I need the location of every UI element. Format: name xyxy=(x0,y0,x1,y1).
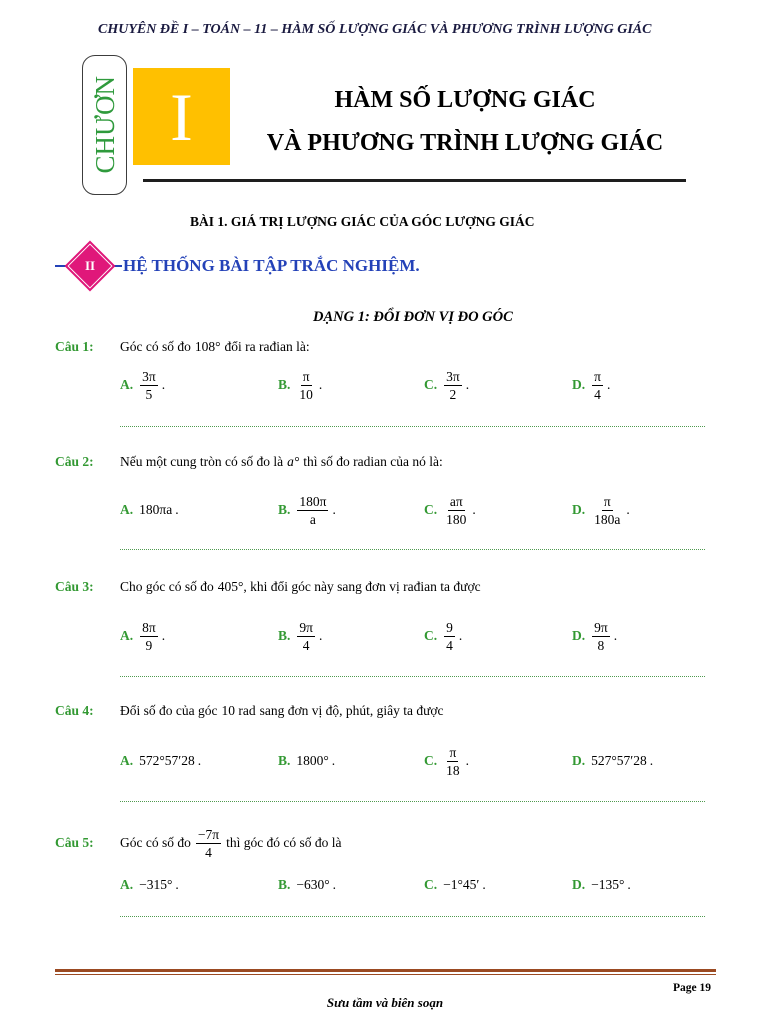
option-value: 572°57′28 xyxy=(139,753,195,768)
question-text: Góc có số đo xyxy=(120,835,191,850)
option-value: −630° xyxy=(296,877,330,892)
answer-dotted-line xyxy=(120,801,705,802)
numerator: π xyxy=(449,744,457,760)
option-suffix: . xyxy=(482,877,486,892)
option-label: A. xyxy=(120,628,134,643)
denominator: 9 xyxy=(145,637,153,653)
denominator: 4 xyxy=(594,386,601,402)
denominator: a xyxy=(309,511,316,527)
option-label: A. xyxy=(120,753,134,768)
denominator: 180a xyxy=(594,511,621,527)
numerator: 8π xyxy=(142,619,156,635)
option-suffix: . xyxy=(649,753,654,768)
option-suffix: . xyxy=(332,877,337,892)
option-label: B. xyxy=(278,753,291,768)
option-suffix: . xyxy=(161,628,166,643)
fraction xyxy=(140,369,158,402)
option-value: −135° xyxy=(591,877,625,892)
numerator: 9π xyxy=(594,619,608,635)
question-text: sang đơn vị độ, phút, giây ta được xyxy=(259,703,444,718)
option-suffix: . xyxy=(331,753,336,768)
answer-dotted-line xyxy=(120,549,705,550)
title-rule xyxy=(143,179,686,182)
option-label: B. xyxy=(278,628,291,643)
option-suffix: . xyxy=(318,377,323,392)
option-label: A. xyxy=(120,502,134,517)
q2-option-b xyxy=(278,490,336,530)
option-value: 527°57′28 xyxy=(591,753,647,768)
option-label: D. xyxy=(572,502,586,517)
option-suffix: . xyxy=(318,628,323,643)
q3-option-a xyxy=(120,616,165,656)
fraction xyxy=(592,494,622,527)
question-label: Câu 2: xyxy=(55,454,94,469)
option-label: D. xyxy=(572,628,586,643)
question-2 xyxy=(55,444,443,480)
q3-option-b xyxy=(278,616,322,656)
question-label: Câu 1: xyxy=(55,339,94,354)
question-text: , khi đổi góc này sang đơn vị rađian ta được xyxy=(243,579,481,594)
option-label: D. xyxy=(572,753,586,768)
denominator: 18 xyxy=(446,762,460,778)
question-math: a° xyxy=(287,454,300,469)
q5-option-d xyxy=(572,865,631,905)
q5-option-c xyxy=(424,865,486,905)
question-2-options xyxy=(0,490,768,530)
numerator: π xyxy=(302,368,310,384)
question-5-options xyxy=(0,865,768,905)
running-title: CHUYÊN ĐỀ I – TOÁN – 11 – HÀM SỐ LƯỢNG GIÁC VÀ PHƯƠNG TRÌNH LƯỢNG GIÁC xyxy=(98,22,652,37)
numerator: π xyxy=(594,368,601,384)
option-suffix: . xyxy=(465,753,469,768)
answer-dotted-line xyxy=(120,676,705,677)
option-value: 1800° xyxy=(296,753,329,768)
chapter-badge xyxy=(82,55,127,195)
fraction xyxy=(140,620,158,653)
q2-option-a xyxy=(120,490,179,530)
page-number: Page 19 xyxy=(673,982,712,994)
option-value: 180πa xyxy=(139,502,173,517)
numerator: 3π xyxy=(142,368,156,384)
option-label: B. xyxy=(278,877,291,892)
q4-option-b xyxy=(278,741,335,781)
fraction xyxy=(196,827,221,860)
question-text: Đổi số đo của góc xyxy=(120,703,218,718)
option-suffix: . xyxy=(332,502,336,517)
question-label: Câu 3: xyxy=(55,579,94,594)
question-label: Câu 4: xyxy=(55,703,94,718)
fraction xyxy=(297,494,328,527)
option-label: C. xyxy=(424,377,438,392)
fraction xyxy=(592,369,603,402)
numerator: aπ xyxy=(449,493,463,509)
denominator: 10 xyxy=(299,386,313,402)
question-text: Nếu một cung tròn có số đo là xyxy=(120,454,284,469)
question-4 xyxy=(55,693,444,729)
option-label: D. xyxy=(572,377,586,392)
question-text: Góc có số đo xyxy=(120,339,191,354)
question-1 xyxy=(55,329,310,365)
option-label: D. xyxy=(572,877,586,892)
option-suffix: . xyxy=(161,377,166,392)
numerator: 9π xyxy=(299,619,313,635)
option-suffix: . xyxy=(627,877,631,892)
denominator: 4 xyxy=(205,844,212,860)
option-suffix: . xyxy=(472,502,476,517)
option-suffix: . xyxy=(613,628,618,643)
answer-dotted-line xyxy=(120,916,705,917)
q1-option-b xyxy=(278,365,322,405)
option-value: −1°45′ xyxy=(443,877,480,892)
option-label: C. xyxy=(424,628,438,643)
denominator: 5 xyxy=(145,386,153,402)
fraction xyxy=(444,745,462,778)
option-suffix: . xyxy=(626,502,630,517)
option-suffix: . xyxy=(175,877,179,892)
q1-option-c xyxy=(424,365,469,405)
question-text: Cho góc có số đo xyxy=(120,579,214,594)
q4-option-a xyxy=(120,741,201,781)
fraction xyxy=(444,620,455,653)
option-label: C. xyxy=(424,877,438,892)
fraction xyxy=(592,620,610,653)
chapter-title-line-2: VÀ PHƯƠNG TRÌNH LƯỢNG GIÁC xyxy=(266,130,664,156)
question-4-options xyxy=(0,741,768,781)
q1-option-a xyxy=(120,365,165,405)
chapter-title-line-1: HÀM SỐ LƯỢNG GIÁC xyxy=(334,87,596,113)
chapter-number: I xyxy=(170,78,193,155)
option-suffix: . xyxy=(197,753,202,768)
exercise-type-title: DẠNG 1: ĐỔI ĐƠN VỊ ĐO GÓC xyxy=(313,309,513,325)
numerator: −7π xyxy=(197,826,220,842)
q5-option-a xyxy=(120,865,179,905)
question-label: Câu 5: xyxy=(55,835,94,850)
option-suffix: . xyxy=(465,377,470,392)
option-label: B. xyxy=(278,377,291,392)
question-math: 405° xyxy=(217,579,244,594)
option-label: A. xyxy=(120,877,134,892)
numerator: π xyxy=(603,493,611,509)
fraction xyxy=(297,369,315,402)
denominator: 180 xyxy=(446,511,467,527)
q3-option-c xyxy=(424,616,462,656)
option-label: B. xyxy=(278,502,291,517)
denominator: 8 xyxy=(597,637,605,653)
question-1-options xyxy=(0,365,768,405)
option-suffix: . xyxy=(175,502,179,517)
denominator: 2 xyxy=(449,386,457,402)
lesson-title: BÀI 1. GIÁ TRỊ LƯỢNG GIÁC CỦA GÓC LƯỢNG GIÁC xyxy=(190,214,535,229)
option-suffix: . xyxy=(606,377,611,392)
question-3-options xyxy=(0,616,768,656)
question-5 xyxy=(55,825,342,861)
question-math: 10 rad xyxy=(221,703,256,718)
q1-option-d xyxy=(572,365,610,405)
footer-credit: Sưu tầm và biên soạn xyxy=(326,995,444,1010)
numerator: 9 xyxy=(446,619,453,635)
footer-rule xyxy=(55,969,716,975)
q5-option-b xyxy=(278,865,336,905)
section-title: HỆ THỐNG BÀI TẬP TRẮC NGHIỆM. xyxy=(123,256,420,275)
chapter-number-box xyxy=(133,68,230,165)
denominator: 4 xyxy=(446,637,453,653)
question-text: đổi ra rađian là: xyxy=(224,339,310,354)
q4-option-c xyxy=(424,741,469,781)
q3-option-d xyxy=(572,616,617,656)
fraction xyxy=(444,369,462,402)
numerator: 3π xyxy=(446,368,460,384)
fraction xyxy=(444,494,468,527)
section-number: II xyxy=(84,258,96,273)
q2-option-c xyxy=(424,490,476,530)
question-text: thì số đo radian của nó là: xyxy=(303,454,443,469)
denominator: 4 xyxy=(302,637,310,653)
question-3 xyxy=(55,569,481,605)
chapter-label: CHƯƠN xyxy=(89,76,120,174)
question-math: 108° xyxy=(194,339,221,354)
option-label: A. xyxy=(120,377,134,392)
q4-option-d xyxy=(572,741,653,781)
option-label: C. xyxy=(424,753,438,768)
question-text: thì góc đó có số đo là xyxy=(226,835,342,850)
option-value: −315° xyxy=(139,877,173,892)
option-suffix: . xyxy=(458,628,463,643)
q2-option-d xyxy=(572,490,630,530)
answer-dotted-line xyxy=(120,426,705,427)
numerator: 180π xyxy=(299,493,327,509)
fraction xyxy=(297,620,315,653)
option-label: C. xyxy=(424,502,438,517)
